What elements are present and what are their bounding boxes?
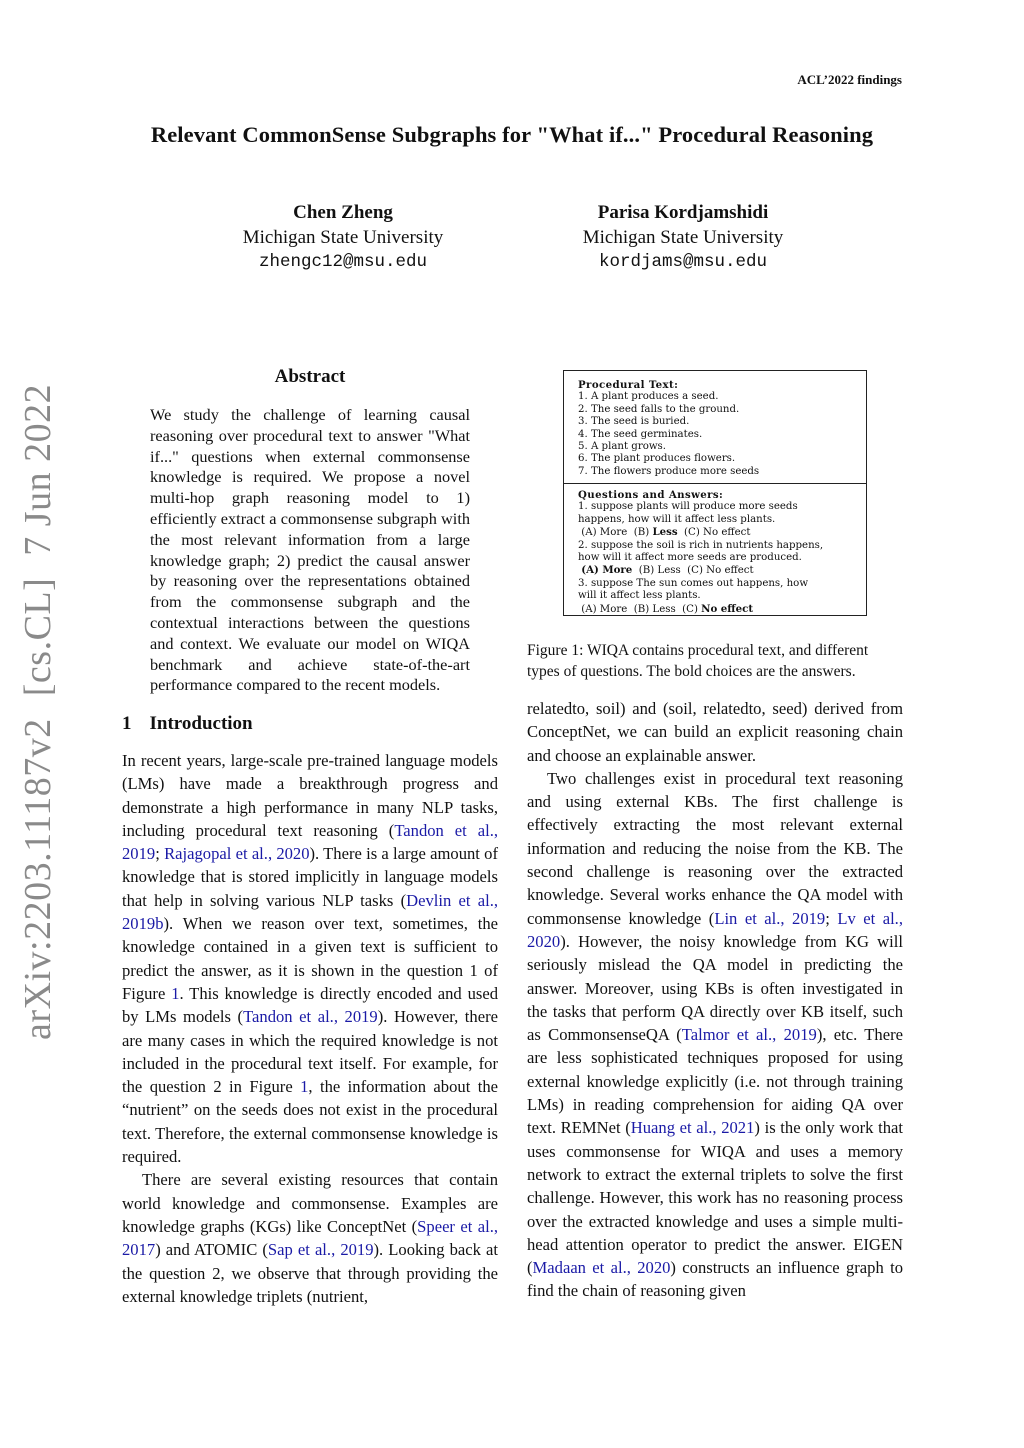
author-email[interactable]: zhengc12@msu.edu bbox=[258, 252, 428, 272]
figure-ref-link[interactable]: 1 bbox=[171, 983, 180, 1003]
abstract-heading: Abstract bbox=[274, 366, 346, 387]
section-title: Introduction bbox=[149, 713, 253, 734]
citation-link[interactable]: Tandon et al., 2019 bbox=[122, 820, 498, 864]
left-column bbox=[122, 749, 498, 1308]
qa-heading: Questions and Answers: bbox=[578, 489, 724, 501]
answer-options: (A) More (B) Less (C) No effect bbox=[581, 602, 754, 615]
author-name: Chen Zheng bbox=[293, 202, 393, 223]
procedural-heading: Procedural Text: bbox=[578, 379, 679, 391]
right-column bbox=[527, 697, 903, 1303]
citation-link[interactable]: Rajagopal et al., 2020 bbox=[164, 844, 310, 864]
abstract-text: We study the challenge of learning causal reasoning over procedural text to answer "What if..." questions when external commonsense knowledge is required. We propose a novel multi-hop graph reasoning model to 1) efficiently extract a commonsense subgraph with the most relevant information from a large knowledge graph; 2) predict the causal answer by reasoning over the representations obtained from the commonsense subgraph and the contextual interactions between the questions and context. We evaluate our model on WIQA benchmark and achieve state-of-the-art performance compared to the recent models. bbox=[150, 405, 470, 695]
section-heading bbox=[122, 713, 253, 735]
paragraph: relatedto, soil) and (soil, relatedto, seed) derived from ConceptNet, we can build an explicit reasoning chain and choose an explainable answer. bbox=[527, 699, 903, 765]
correct-answer: (A) More bbox=[581, 564, 633, 577]
author-2 bbox=[533, 200, 833, 275]
arxiv-date: 7 Jun 2022 bbox=[17, 383, 59, 556]
citation-link[interactable]: Lv et al., 2020 bbox=[527, 908, 903, 951]
author-affiliation: Michigan State University bbox=[242, 227, 444, 248]
procedural-step: 6. The plant produces flowers. bbox=[578, 453, 736, 465]
question-line: will it affect less plants. bbox=[578, 590, 701, 602]
procedural-step: 1. A plant produces a seed. bbox=[578, 391, 719, 403]
citation-link[interactable]: Talmor et al., 2019 bbox=[681, 1025, 817, 1045]
correct-answer: Less bbox=[652, 526, 678, 539]
procedural-step: 7. The flowers produce more seeds bbox=[578, 465, 760, 477]
paragraph: There are several existing resources that contain world knowledge and commonsense. Examples are knowledge graphs (KGs) like ConceptNet (Speer et al., 2017) and ATOMIC (Sap et al., 2019). Looking back at the question 2, we observe that through providing the external knowledge triplets (nutrient, bbox=[122, 1170, 499, 1306]
answer-options: (A) More (B) Less (C) No effect bbox=[581, 526, 751, 539]
arxiv-id: arXiv:2203.11187v2 bbox=[17, 718, 59, 1040]
citation-link[interactable]: Tandon et al., 2019 bbox=[243, 1007, 378, 1027]
question-line: 3. suppose The sun comes out happens, how bbox=[578, 577, 809, 589]
question-line: how will it affect more seeds are produced. bbox=[578, 552, 802, 564]
procedural-step: 2. The seed falls to the ground. bbox=[578, 403, 740, 415]
paragraph: Two challenges exist in procedural text reasoning and using external KBs. The first challenge is effectively extracting the most relevant external information and reducing the noise from the KB. The second challenge is reasoning over the extracted knowledge. Several works enhance the QA model with commonsense knowledge (Lin et al., 2019; Lv et al., 2020). However, the noisy knowledge from KG will seriously mislead the QA model in predicting the answer. Moreover, using KBs is often investigated in the tasks that perform QA directly over KB itself, such as CommonsenseQA (Talmor et al., 2019), etc. There are less sophisticated techniques proposed for using external knowledge explicitly (i.e. not through training LMs) in reading comprehension for aiding QA over text. REMNet (Huang et al., 2021) is the only work that uses commonsense for WIQA and uses a memory network to extract the external triplets to solve the first challenge. However, this work has no reasoning process over the extracted knowledge and uses a simple multi-head attention operator to predict the answer. EIGEN (Madaan et al., 2020) constructs an influence graph to find the chain of reasoning given bbox=[527, 768, 903, 1301]
procedural-step: 3. The seed is buried. bbox=[578, 416, 690, 428]
author-name: Parisa Kordjamshidi bbox=[597, 202, 769, 223]
qa-block bbox=[578, 489, 860, 616]
figure-ref-link[interactable]: 1 bbox=[300, 1077, 309, 1097]
procedural-step: 5. A plant grows. bbox=[578, 441, 667, 453]
section-number: 1 bbox=[122, 713, 132, 734]
question-line: happens, how will it affect less plants. bbox=[578, 513, 776, 525]
paper-title: Relevant CommonSense Subgraphs for "What if..." Procedural Reasoning bbox=[150, 122, 874, 147]
author-1 bbox=[193, 200, 493, 275]
venue-label: ACL’2022 findings bbox=[797, 72, 902, 87]
figure-divider bbox=[564, 483, 866, 484]
citation-link[interactable]: Speer et al., 2017 bbox=[122, 1216, 498, 1260]
citation-link[interactable]: Sap et al., 2019 bbox=[267, 1240, 374, 1260]
answer-options: (A) More (B) Less (C) No effect bbox=[581, 564, 754, 577]
question-line: 2. suppose the soil is rich in nutrients happens, bbox=[578, 539, 824, 551]
citation-link[interactable]: Lin et al., 2019 bbox=[714, 908, 826, 928]
arxiv-category: [cs.CL] bbox=[17, 577, 59, 697]
citation-link[interactable]: Madaan et al., 2020 bbox=[532, 1258, 671, 1278]
arxiv-watermark bbox=[16, 362, 60, 1040]
question-line: 1. suppose plants will produce more seeds bbox=[578, 501, 798, 513]
author-affiliation: Michigan State University bbox=[582, 227, 784, 248]
figure-1-box bbox=[563, 370, 867, 616]
author-email[interactable]: kordjams@msu.edu bbox=[598, 252, 768, 272]
citation-link[interactable]: Devlin et al., 2019b bbox=[122, 890, 498, 934]
paragraph: In recent years, large-scale pre-trained language models (LMs) have made a breakthrough progress and demonstrate a high performance in many NLP tasks, including procedural text reasoning (Tandon et al., 2019; Rajagopal et al., 2020). There is a large amount of knowledge that is stored implicitly in language models that help in solving various NLP tasks (Devlin et al., 2019b). When we reason over text, sometimes, the knowledge contained in a given text is sufficient to predict the answer, as it is shown in the question 1 of Figure 1. This knowledge is directly encoded and used by LMs models (Tandon et al., 2019). However, there are many cases in which the required knowledge is not included in the procedural text itself. For example, for the question 2 in Figure 1, the information about the “nutrient” on the seeds does not exist in the procedural text. Therefore, the external commonsense knowledge is required. bbox=[122, 751, 498, 1167]
figure-caption: Figure 1: WIQA contains procedural text, and different types of questions. The bold choices are the answers. bbox=[527, 642, 869, 680]
procedural-step: 4. The seed germinates. bbox=[578, 428, 703, 440]
citation-link[interactable]: Huang et al., 2021 bbox=[630, 1118, 755, 1138]
procedural-text-block bbox=[564, 371, 866, 478]
correct-answer: No effect bbox=[701, 602, 754, 615]
